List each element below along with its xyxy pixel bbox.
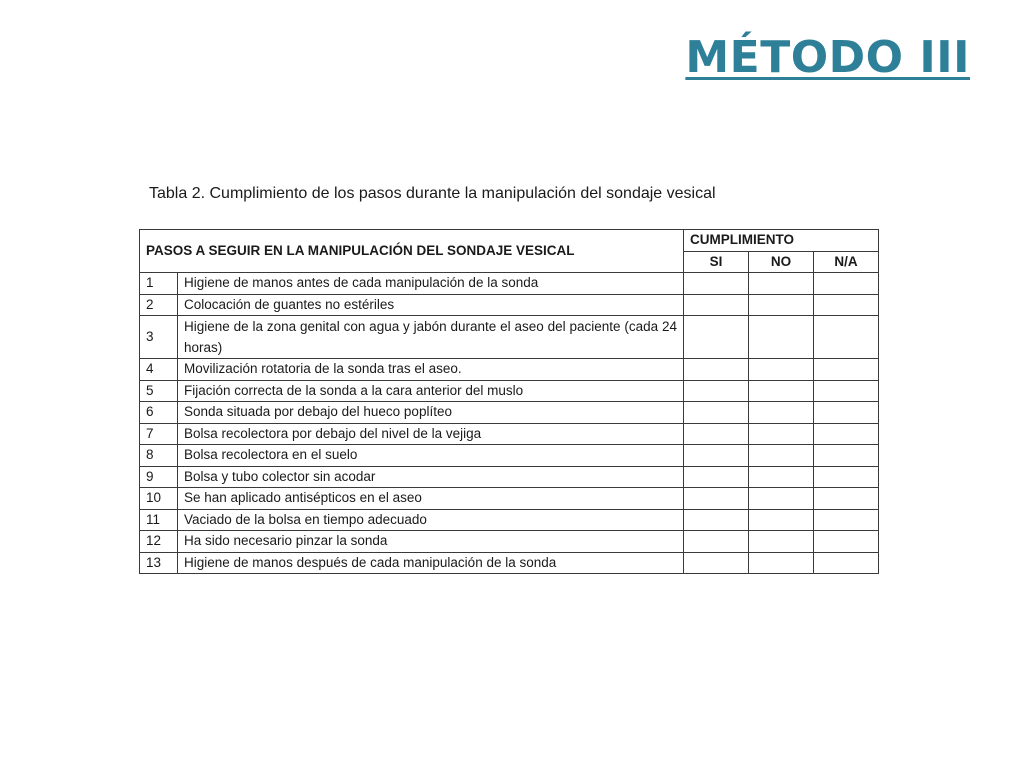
table-row [140,488,879,510]
answer-cell-no [749,423,814,445]
step-description: Se han aplicado antisépticos en el aseo [178,488,684,510]
answer-cell-si [684,423,749,445]
answer-cell-na [814,552,879,574]
table-row [140,402,879,424]
step-description: Higiene de la zona genital con agua y jabón durante el aseo del paciente (cada 24 horas) [178,316,684,359]
answer-cell-si [684,402,749,424]
answer-cell-si [684,380,749,402]
step-number: 12 [140,531,178,553]
step-number: 5 [140,380,178,402]
answer-cell-na [814,531,879,553]
answer-cell-si [684,316,749,359]
answer-cell-no [749,273,814,295]
table-row [140,509,879,531]
answer-cell-no [749,359,814,381]
step-number: 4 [140,359,178,381]
answer-cell-na [814,380,879,402]
answer-cell-no [749,380,814,402]
header-no: NO [749,251,814,273]
slide-title: MÉTODO III [685,32,970,83]
step-number: 8 [140,445,178,467]
step-description: Fijación correcta de la sonda a la cara anterior del muslo [178,380,684,402]
step-number: 10 [140,488,178,510]
table-row [140,423,879,445]
answer-cell-na [814,509,879,531]
table-row [140,466,879,488]
step-number: 1 [140,273,178,295]
answer-cell-na [814,423,879,445]
answer-cell-si [684,294,749,316]
header-na: N/A [814,251,879,273]
answer-cell-si [684,273,749,295]
answer-cell-no [749,402,814,424]
table-row [140,445,879,467]
step-number: 6 [140,402,178,424]
step-number: 9 [140,466,178,488]
answer-cell-no [749,445,814,467]
answer-cell-na [814,402,879,424]
table-row [140,552,879,574]
step-description: Bolsa recolectora por debajo del nivel de la vejiga [178,423,684,445]
answer-cell-no [749,294,814,316]
step-description: Sonda situada por debajo del hueco poplíteo [178,402,684,424]
answer-cell-no [749,466,814,488]
step-number: 7 [140,423,178,445]
answer-cell-si [684,445,749,467]
answer-cell-na [814,445,879,467]
table-row [140,359,879,381]
answer-cell-no [749,509,814,531]
answer-cell-si [684,509,749,531]
answer-cell-si [684,552,749,574]
step-number: 13 [140,552,178,574]
step-description: Higiene de manos después de cada manipulación de la sonda [178,552,684,574]
header-si: SI [684,251,749,273]
answer-cell-na [814,294,879,316]
compliance-header: CUMPLIMIENTO [684,230,879,252]
answer-cell-no [749,531,814,553]
table-row [140,273,879,295]
step-number: 2 [140,294,178,316]
answer-cell-si [684,531,749,553]
answer-cell-si [684,359,749,381]
answer-cell-na [814,488,879,510]
answer-cell-no [749,488,814,510]
steps-header: PASOS A SEGUIR EN LA MANIPULACIÓN DEL SONDAJE VESICAL [140,230,684,273]
step-description: Higiene de manos antes de cada manipulación de la sonda [178,273,684,295]
step-description: Vaciado de la bolsa en tiempo adecuado [178,509,684,531]
table-header-row [140,230,879,252]
table-caption: Tabla 2. Cumplimiento de los pasos durante la manipulación del sondaje vesical [149,185,716,202]
answer-cell-no [749,552,814,574]
compliance-table [139,229,879,574]
step-description: Bolsa y tubo colector sin acodar [178,466,684,488]
answer-cell-si [684,488,749,510]
step-description: Colocación de guantes no estériles [178,294,684,316]
answer-cell-no [749,316,814,359]
answer-cell-na [814,359,879,381]
answer-cell-na [814,273,879,295]
answer-cell-na [814,466,879,488]
step-number: 11 [140,509,178,531]
table-row [140,316,879,359]
step-description: Movilización rotatoria de la sonda tras el aseo. [178,359,684,381]
answer-cell-si [684,466,749,488]
step-description: Bolsa recolectora en el suelo [178,445,684,467]
table-row [140,380,879,402]
table-row [140,294,879,316]
answer-cell-na [814,316,879,359]
table-body [140,273,879,574]
step-number: 3 [140,316,178,359]
step-description: Ha sido necesario pinzar la sonda [178,531,684,553]
table-row [140,531,879,553]
